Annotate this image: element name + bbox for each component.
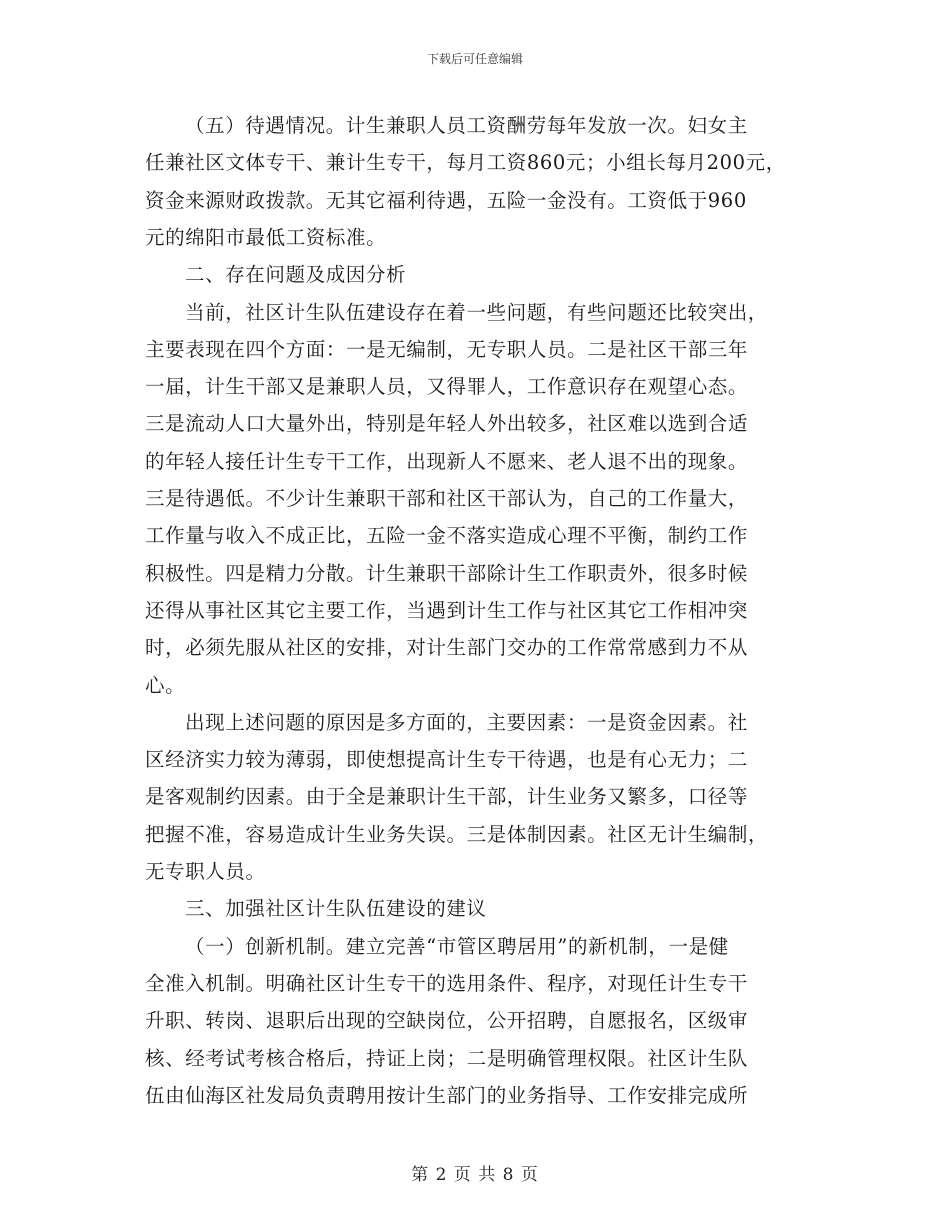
text-line: 时，必须先服从社区的安排，对计生部门交办的工作常常感到力不从: [145, 636, 749, 660]
text-line: 任兼社区文体专干、兼计生专干，每月工资860元；小组长每月200元，: [145, 151, 786, 175]
text-line: 主要表现在四个方面：一是无编制，无专职人员。二是社区干部三年: [145, 337, 749, 361]
text-line: 积极性。四是精力分散。计生兼职干部除计生工作职责外，很多时候: [145, 561, 749, 585]
text-line: 一届，计生干部又是兼职人员，又得罪人，工作意识存在观望心态。: [145, 375, 749, 399]
section-heading: 二、存在问题及成因分析: [185, 263, 407, 287]
text-line: 三是流动人口大量外出，特别是年轻人外出较多，社区难以选到合适: [145, 412, 749, 436]
text-line: 三是待遇低。不少计生兼职干部和社区干部认为，自己的工作量大，: [145, 487, 749, 510]
text-line: 伍由仙海区社发局负责聘用按计生部门的业务指导、工作安排完成所: [145, 1083, 749, 1107]
text-line: 是客观制约因素。由于全是兼职计生干部，计生业务又繁多，口径等: [145, 785, 749, 809]
text-line: 区经济实力较为薄弱，即使想提高计生专干待遇，也是有心无力；二: [145, 748, 749, 772]
text-line: 心。: [145, 673, 186, 697]
text-line: 全准入机制。明确社区计生专干的选用条件、程序，对现任计生专干: [145, 971, 749, 995]
section-heading: 三、加强社区计生队伍建设的建议: [185, 897, 487, 921]
text-line: 资金来源财政拨款。无其它福利待遇，五险一金没有。工资低于960: [145, 188, 747, 212]
text-line: 当前，社区计生队伍建设存在着一些问题，有些问题还比较突出，: [185, 300, 768, 324]
text-line: 把握不准，容易造成计生业务失误。三是体制因素。社区无计生编制，: [145, 822, 769, 846]
text-line: 核、经考试考核合格后，持证上岗；二是明确管理权限。社区计生队: [145, 1046, 749, 1070]
text-line: （五）待遇情况。计生兼职人员工资酬劳每年发放一次。妇女主: [185, 114, 748, 137]
text-line: 升职、转岗、退职后出现的空缺岗位，公开招聘，自愿报名，区级审: [145, 1009, 749, 1033]
text-line: 还得从事社区其它主要工作，当遇到计生工作与社区其它工作相冲突: [145, 598, 749, 622]
text-line: 无专职人员。: [145, 860, 266, 883]
text-line: 元的绵阳市最低工资标准。: [145, 225, 387, 249]
text-line: 出现上述问题的原因是多方面的，主要因素：一是资金因素。社: [185, 710, 748, 734]
page-header-note: 下载后可任意编辑: [426, 52, 523, 66]
text-line: 工作量与收入不成正比，五险一金不落实造成心理不平衡，制约工作: [145, 524, 749, 548]
page-number: 第 2 页 共 8 页: [411, 1165, 539, 1185]
text-line: （一）创新机制。建立完善“市管区聘居用”的新机制，一是健: [185, 934, 729, 958]
text-line: 的年轻人接任计生专干工作，出现新人不愿来、老人退不出的现象。: [145, 449, 749, 473]
